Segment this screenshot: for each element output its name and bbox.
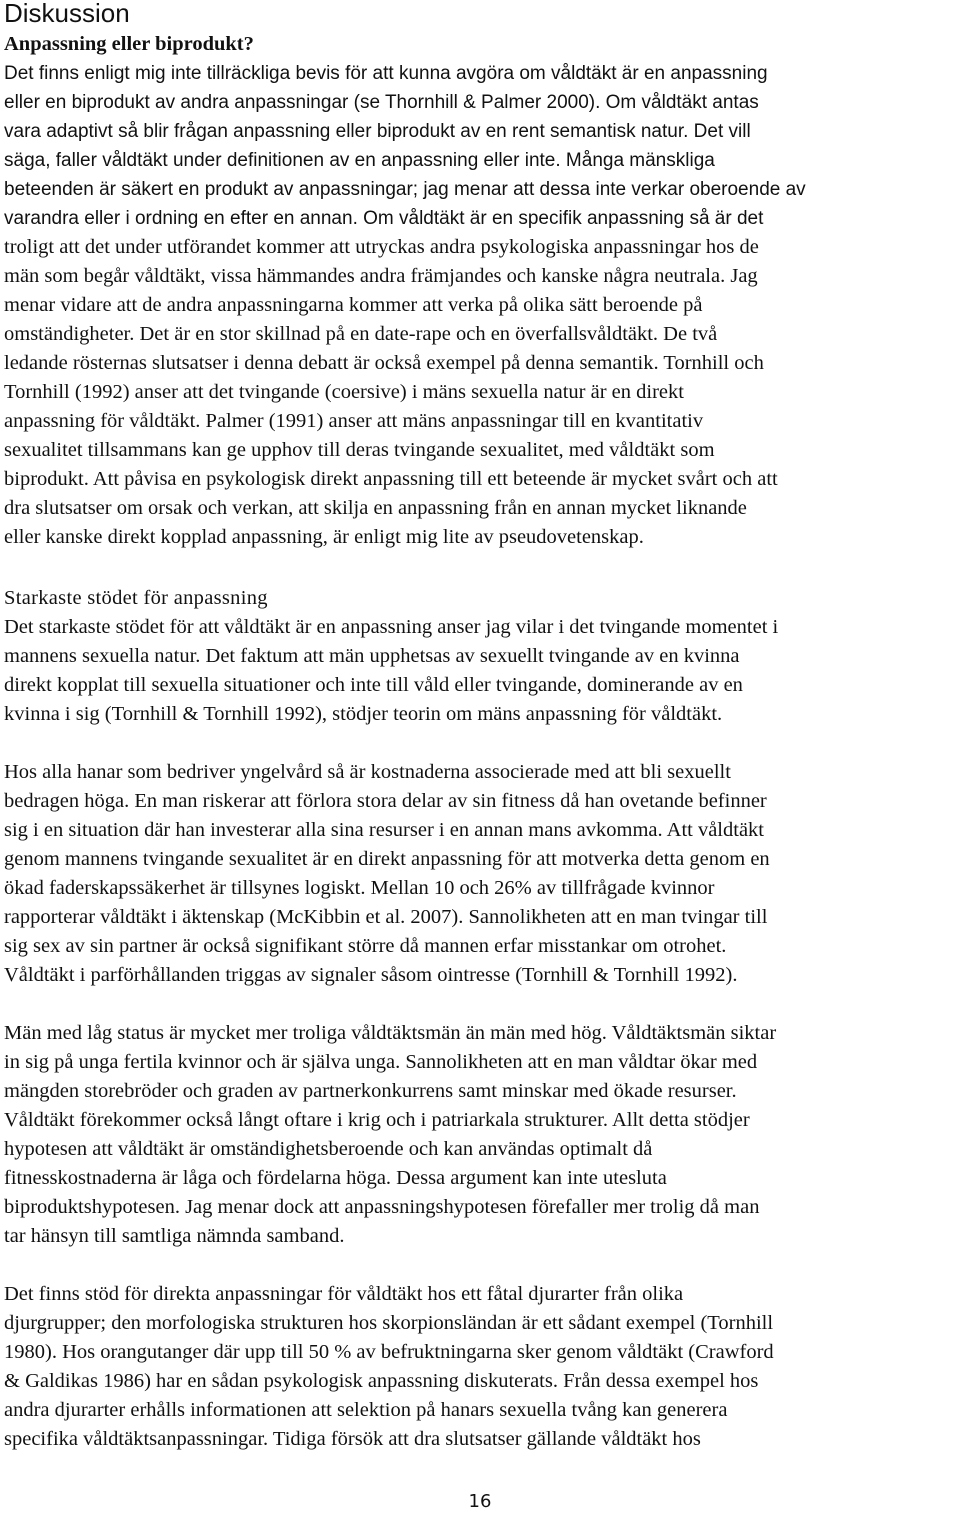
text-line: eller en biprodukt av andra anpassningar (se Thornhill & Palmer 2000). Om våldtäkt antas	[4, 92, 759, 113]
text-line: Det starkaste stödet för att våldtäkt är en anpassning anser jag vilar i det tvingande momentet i	[4, 616, 779, 638]
text-line: & Galdikas 1986) har en sådan psykologisk anpassning diskuterats. Från dessa exempel hos	[4, 1370, 759, 1392]
text-line: andra djurarter erhålls informationen att selektion på hanars sexuella tvång kan generera	[4, 1399, 728, 1421]
text-line: Det finns enligt mig inte tillräckliga bevis för att kunna avgöra om våldtäkt är en anpassning	[4, 63, 768, 84]
text-line: ledande rösternas slutsatser i denna debatt är också exempel på denna semantik. Tornhill och	[4, 352, 764, 374]
text-line: fitnesskostnaderna är låga och fördelarna höga. Dessa argument kan inte utesluta	[4, 1167, 667, 1189]
text-line: Våldtäkt i parförhållanden triggas av signaler såsom ointresse (Tornhill & Tornhill 1992).	[4, 964, 738, 986]
text-line: kvinna i sig (Tornhill & Tornhill 1992), stödjer teorin om mäns anpassning för våldtäkt.	[4, 703, 723, 725]
text-line: Våldtäkt förekommer också långt oftare i krig och i patriarkala strukturer. Allt detta stödjer	[4, 1109, 750, 1131]
text-line: direkt kopplat till sexuella situationer och inte till våld eller tvingande, dominerande av en	[4, 674, 743, 696]
text-line: Tornhill (1992) anser att det tvingande (coersive) i mäns sexuella natur är en direkt	[4, 381, 684, 403]
text-line: Hos alla hanar som bedriver yngelvård så är kostnaderna associerade med att bli sexuellt	[4, 761, 731, 783]
text-line: genom mannens tvingande sexualitet är en direkt anpassning för att motverka detta genom en	[4, 848, 770, 870]
paragraph-3	[4, 758, 770, 990]
text-line: sexualitet tillsammans kan ge upphov till deras tvingande sexualitet, med våldtäkt som	[4, 439, 715, 461]
text-line: Det finns stöd för direkta anpassningar för våldtäkt hos ett fåtal djurarter från olika	[4, 1283, 684, 1305]
text-line: säga, faller våldtäkt under definitionen av en anpassning eller inte. Många mänskliga	[4, 150, 715, 171]
text-line: 1980). Hos orangutanger där upp till 50 % av befruktningarna sker genom våldtäkt (Crawford	[4, 1341, 774, 1363]
text-line: Män med låg status är mycket mer troliga våldtäktsmän än män med hög. Våldtäktsmän siktar	[4, 1022, 777, 1044]
text-line: män som begår våldtäkt, vissa hämmandes andra främjandes och kanske några neutrala. Jag	[4, 265, 758, 287]
text-line: sig sex av sin partner är också signifikant större då mannen erfar misstankar om otrohet.	[4, 935, 727, 957]
text-line: troligt att det under utförandet kommer att utryckas andra psykologiska anpassningar hos de	[4, 236, 759, 258]
section-title: Diskussion	[4, 0, 130, 28]
text-line: mannens sexuella natur. Det faktum att män upphetsas av sexuellt tvingande av en kvinna	[4, 645, 740, 667]
paragraph-4	[4, 1019, 776, 1251]
text-line: beteenden är säkert en produkt av anpassningar; jag menar att dessa inte verkar oberoende av	[4, 179, 806, 200]
text-line: eller kanske direkt kopplad anpassning, är enligt mig lite av pseudovetenskap.	[4, 526, 644, 548]
subheading-adaptation-or-byproduct	[4, 30, 254, 59]
text-line: rapporterar våldtäkt i äktenskap (McKibbin et al. 2007). Sannolikheten att en man tvingar till	[4, 906, 768, 928]
paragraph-5	[4, 1280, 774, 1454]
text-line: mängden storebröder och graden av partnerkonkurrens samt minskar med ökade resurser.	[4, 1080, 737, 1102]
text-line: bedragen höga. En man riskerar att förlora stora delar av sin fitness då han ovetande befinner	[4, 790, 767, 812]
text-line: in sig på unga fertila kvinnor och är själva unga. Sannolikheten att en man våldtar ökar med	[4, 1051, 758, 1073]
subheading-text: Anpassning eller biprodukt?	[4, 33, 254, 55]
text-line: varandra eller i ordning en efter en annan. Om våldtäkt är en specifik anpassning så är det	[4, 208, 764, 229]
page-number: 16	[468, 1491, 492, 1512]
text-line: djurgrupper; den morfologiska strukturen hos skorpionsländan är ett sådant exempel (Tornhill	[4, 1312, 774, 1334]
text-line: biprodukt. Att påvisa en psykologisk direkt anpassning till ett beteende är mycket svårt och att	[4, 468, 778, 490]
text-line: tar hänsyn till samtliga nämnda samband.	[4, 1225, 345, 1247]
text-line: specifika våldtäktsanpassningar. Tidiga försök att dra slutsatser gällande våldtäkt hos	[4, 1428, 701, 1450]
text-line: ökad faderskapssäkerhet är tillsynes logiskt. Mellan 10 och 26% av tillfrågade kvinnor	[4, 877, 715, 899]
text-line: dra slutsatser om orsak och verkan, att skilja en anpassning från en annan mycket liknande	[4, 497, 747, 519]
text-line: hypotesen att våldtäkt är omständighetsberoende och kan användas optimalt då	[4, 1138, 653, 1160]
text-line: anpassning för våldtäkt. Palmer (1991) anser att mäns anpassningar till en kvantitativ	[4, 410, 704, 432]
subheading-text: Starkaste stödet för anpassning	[4, 587, 268, 609]
text-line: sig i en situation där han investerar alla sina resurser i en annan mans avkomma. Att våldtäkt	[4, 819, 764, 841]
paragraph-1-part-b	[4, 233, 778, 552]
text-line: vara adaptivt så blir frågan anpassning eller biprodukt av en rent semantisk natur. Det vill	[4, 121, 751, 142]
subheading-strongest-support	[4, 584, 268, 613]
text-line: menar vidare att de andra anpassningarna kommer att verka på olika sätt beroende på	[4, 294, 703, 316]
paragraph-1-part-a	[4, 59, 806, 233]
paragraph-2	[4, 613, 778, 729]
text-line: biproduktshypotesen. Jag menar dock att anpassningshypotesen förefaller mer trolig då man	[4, 1196, 760, 1218]
text-line: omständigheter. Det är en stor skillnad på en date-rape och en överfallsvåldtäkt. De två	[4, 323, 718, 345]
